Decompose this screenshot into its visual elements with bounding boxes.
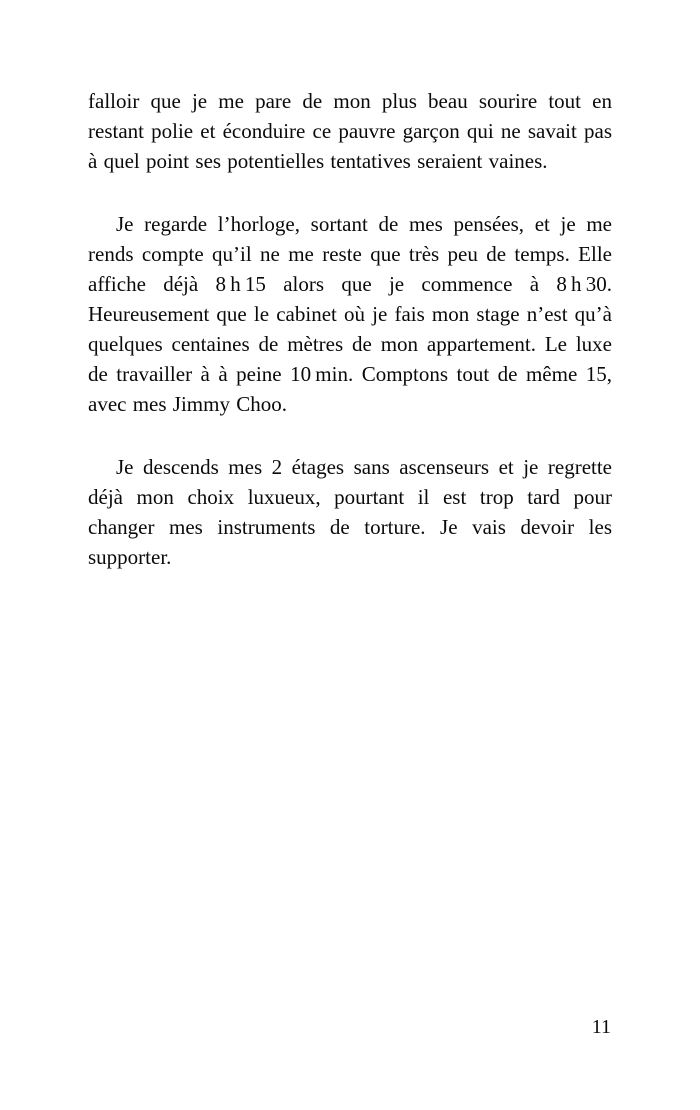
body-paragraph: Je regarde l’horloge, sortant de mes pensées, et je me rends compte qu’il ne me reste que très peu de temps. Elle affiche déjà 8 h 15 alors que je commence à 8 h 30. Heureusement que le cabinet où je fais mon stage n’est qu’à quelques centaines de mètres de mon appartement. Le luxe de travailler à à peine 10 min. Comptons tout de même 15, avec mes Jimmy Choo. bbox=[88, 212, 612, 416]
body-paragraph: Je descends mes 2 étages sans ascenseurs et je regrette déjà mon choix luxueux, pourtant il est trop tard pour changer mes instruments de torture. Je vais devoir les supporter. bbox=[88, 455, 612, 569]
page-number: 11 bbox=[591, 1016, 611, 1038]
body-paragraph: falloir que je me pare de mon plus beau sourire tout en restant polie et éconduire ce pauvre garçon qui ne savait pas à quel point ses potentielles tentatives seraient vaines. bbox=[88, 89, 612, 173]
text-block bbox=[88, 86, 612, 605]
